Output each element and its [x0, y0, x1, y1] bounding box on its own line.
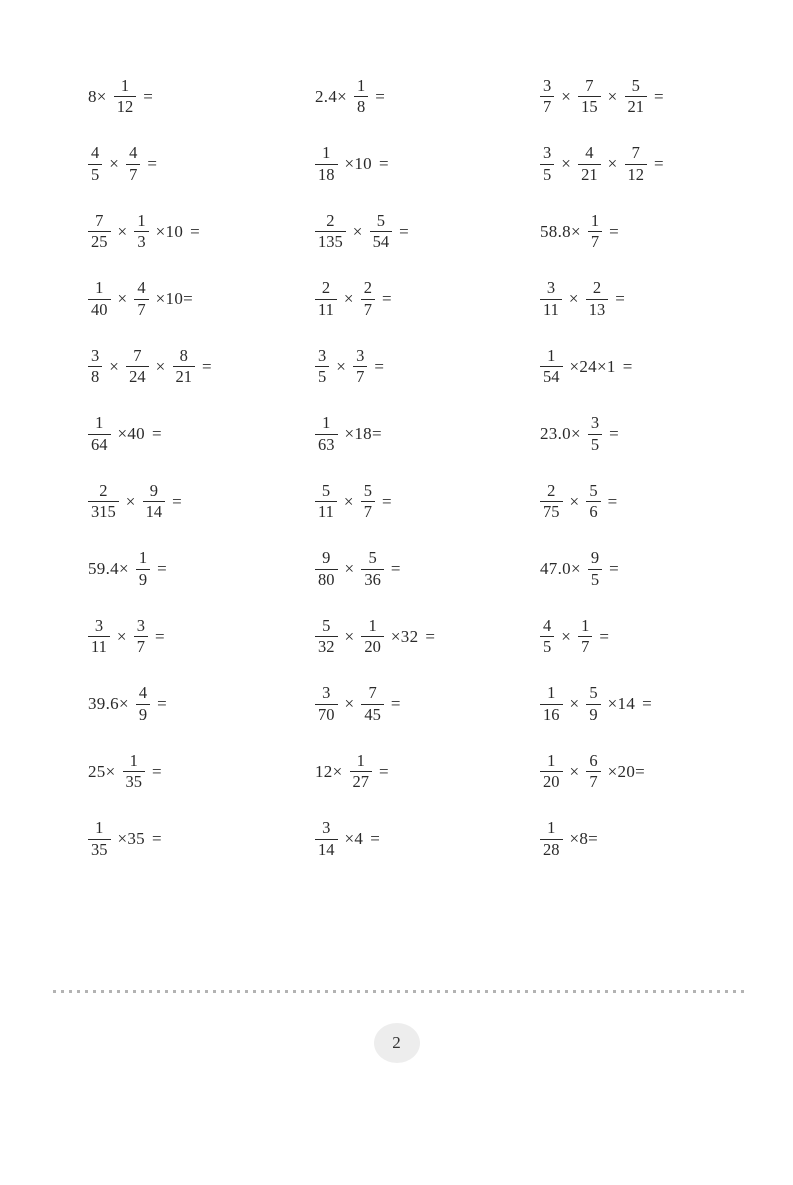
math-operator-text: = [609, 559, 619, 579]
math-operator-text: × [344, 626, 355, 646]
fraction-numerator: 1 [137, 210, 146, 230]
math-problem [88, 144, 157, 184]
fraction [173, 347, 196, 387]
fraction-numerator: 2 [547, 480, 556, 500]
math-operator-text: = [172, 491, 183, 511]
math-problem [315, 212, 409, 252]
math-problem [540, 279, 625, 319]
fraction-numerator: 5 [363, 480, 373, 500]
math-operator-text: = [190, 221, 201, 241]
math-operator-text: 23.0× [540, 424, 581, 444]
fraction-numerator: 1 [547, 818, 556, 838]
fraction-numerator: 5 [322, 615, 331, 635]
fraction [315, 549, 338, 589]
math-operator-text: × [109, 356, 120, 376]
fraction [114, 77, 137, 117]
fraction-denominator: 45 [364, 704, 381, 724]
fraction [586, 752, 600, 792]
math-problem [315, 279, 392, 319]
math-operator-text: = [654, 86, 664, 106]
fraction-denominator: 8 [91, 367, 100, 387]
math-operator-text: ×24×1 [569, 356, 616, 376]
fraction [361, 617, 384, 657]
math-problem [88, 77, 153, 117]
math-operator-text: ×10 [155, 221, 184, 241]
math-problem [88, 819, 162, 859]
fraction [315, 144, 338, 184]
fraction [540, 482, 563, 522]
fraction [134, 617, 148, 657]
math-problem [88, 617, 165, 657]
math-operator-text: = [425, 626, 436, 646]
math-operator-text: = [390, 694, 401, 714]
fraction [540, 684, 563, 724]
math-operator-text: ×35 [117, 829, 145, 849]
fraction [361, 279, 375, 319]
math-operator-text: = [615, 289, 626, 309]
fraction-numerator: 1 [547, 345, 556, 365]
fraction-denominator: 8 [357, 97, 366, 117]
fraction-denominator: 11 [543, 299, 559, 319]
fraction [143, 482, 166, 522]
fraction [588, 414, 602, 454]
fraction-numerator: 8 [179, 345, 188, 365]
math-operator-text: ×10 [344, 154, 372, 174]
fraction [350, 752, 373, 792]
math-operator-text: = [152, 761, 162, 781]
math-operator-text: ×14 [607, 694, 636, 714]
math-operator-text: × [109, 154, 120, 174]
math-problem [88, 684, 167, 724]
fraction [315, 279, 337, 319]
math-operator-text: ×18= [344, 424, 382, 444]
fraction-denominator: 14 [318, 839, 335, 859]
fraction-denominator: 36 [364, 569, 381, 589]
fraction [88, 819, 111, 859]
fraction-numerator: 9 [149, 480, 159, 500]
fraction [625, 144, 648, 184]
fraction-denominator: 7 [137, 299, 146, 319]
fraction-denominator: 54 [543, 367, 560, 387]
fraction-numerator: 2 [99, 480, 108, 500]
fraction-numerator: 1 [547, 750, 556, 770]
fraction-denominator: 12 [627, 164, 645, 184]
fraction-numerator: 1 [95, 278, 104, 298]
math-problem [540, 684, 652, 724]
fraction [136, 684, 150, 724]
math-problem [540, 77, 664, 117]
math-operator-text: = [157, 559, 167, 579]
fraction-numerator: 2 [326, 210, 335, 230]
fraction-numerator: 5 [321, 480, 331, 500]
fraction-denominator: 7 [581, 637, 590, 657]
math-problem [540, 414, 619, 454]
math-operator-text: × [125, 491, 136, 511]
math-problem [315, 414, 382, 454]
math-problem [315, 617, 435, 657]
fraction-denominator: 7 [356, 367, 365, 387]
math-operator-text: = [147, 154, 158, 174]
fraction-denominator: 75 [543, 502, 560, 522]
fraction-numerator: 7 [133, 345, 142, 365]
fraction [88, 347, 102, 387]
math-operator-text: × [344, 694, 355, 714]
fraction [136, 549, 150, 589]
fraction-denominator: 28 [543, 839, 560, 859]
fraction-numerator: 1 [581, 615, 590, 635]
fraction [540, 77, 554, 117]
fraction-numerator: 1 [322, 143, 331, 163]
math-problem [88, 279, 193, 319]
fraction [88, 279, 111, 319]
fraction-denominator: 21 [175, 367, 193, 387]
fraction-numerator: 1 [590, 210, 600, 230]
fraction-denominator: 63 [318, 434, 335, 454]
math-operator-text: = [143, 86, 154, 106]
math-problem [88, 212, 200, 252]
math-operator-text: × [155, 356, 166, 376]
fraction-denominator: 20 [364, 637, 381, 657]
fraction-numerator: 2 [321, 278, 331, 298]
fraction [361, 482, 375, 522]
math-operator-text: × [569, 694, 580, 714]
fraction-denominator: 35 [125, 772, 142, 792]
math-operator-text: × [568, 289, 579, 309]
math-operator-text: × [343, 289, 354, 309]
math-operator-text: × [352, 221, 363, 241]
math-operator-text: ×32 [390, 626, 419, 646]
fraction-numerator: 1 [129, 750, 138, 770]
fraction-numerator: 3 [322, 683, 331, 703]
fraction-numerator: 4 [543, 615, 552, 635]
problems-grid [88, 63, 793, 873]
fraction [588, 212, 602, 252]
fraction [88, 212, 111, 252]
fraction-numerator: 5 [589, 683, 598, 703]
fraction-denominator: 9 [138, 569, 148, 589]
math-operator-text: = [622, 356, 633, 376]
math-problem [540, 347, 633, 387]
fraction [370, 212, 393, 252]
math-operator-text: = [607, 491, 618, 511]
fraction-numerator: 5 [376, 210, 386, 230]
math-problem [315, 684, 401, 724]
page-number: 2 [392, 1033, 401, 1052]
math-operator-text: × [607, 86, 618, 106]
fraction-numerator: 6 [589, 750, 598, 770]
fraction-denominator: 21 [627, 97, 645, 117]
math-problem [315, 752, 389, 792]
fraction-numerator: 4 [138, 683, 148, 703]
fraction [126, 347, 149, 387]
fraction [315, 212, 346, 252]
math-operator-text: × [343, 491, 354, 511]
fraction-numerator: 5 [368, 548, 377, 568]
fraction-denominator: 32 [318, 637, 335, 657]
fraction-denominator: 18 [318, 164, 335, 184]
fraction-numerator: 3 [543, 143, 552, 163]
math-operator-text: 47.0× [540, 559, 581, 579]
fraction [126, 144, 140, 184]
fraction-denominator: 27 [352, 772, 369, 792]
fraction [315, 819, 338, 859]
math-problem [88, 482, 182, 522]
math-problem [540, 212, 619, 252]
fraction [578, 144, 601, 184]
math-operator-text: = [152, 424, 162, 444]
math-problem [88, 549, 167, 589]
fraction [361, 684, 384, 724]
math-operator-text: = [374, 356, 385, 376]
fraction-numerator: 3 [546, 278, 556, 298]
math-operator-text: × [561, 86, 572, 106]
fraction-numerator: 7 [368, 683, 377, 703]
math-operator-text: = [370, 829, 381, 849]
fraction-denominator: 135 [318, 232, 343, 252]
fraction [315, 414, 338, 454]
math-operator-text: = [654, 154, 664, 174]
fraction [578, 617, 592, 657]
fraction [134, 212, 148, 252]
fraction-numerator: 5 [589, 480, 598, 500]
worksheet-page [0, 63, 793, 1185]
fraction-numerator: 9 [590, 548, 600, 568]
math-operator-text: = [399, 221, 410, 241]
fraction-denominator: 7 [136, 637, 146, 657]
fraction-numerator: 3 [356, 345, 365, 365]
fraction-numerator: 3 [543, 75, 552, 95]
math-operator-text: = [379, 154, 389, 174]
fraction-numerator: 7 [95, 210, 104, 230]
math-problem [315, 482, 392, 522]
math-problem [315, 549, 401, 589]
fraction-denominator: 24 [129, 367, 146, 387]
fraction [354, 77, 368, 117]
fraction-numerator: 3 [590, 413, 600, 433]
fraction-numerator: 1 [547, 683, 556, 703]
fraction-numerator: 1 [368, 615, 377, 635]
math-operator-text: × [569, 761, 580, 781]
fraction [540, 752, 563, 792]
fraction [361, 549, 384, 589]
math-operator-text: = [382, 289, 392, 309]
math-operator-text: 12× [315, 761, 343, 781]
fraction-numerator: 4 [585, 143, 594, 163]
fraction [123, 752, 146, 792]
fraction [315, 684, 338, 724]
fraction-numerator: 3 [94, 615, 104, 635]
dotted-divider [53, 990, 749, 993]
fraction-numerator: 3 [322, 818, 331, 838]
fraction-numerator: 3 [318, 345, 327, 365]
math-operator-text: 8× [88, 86, 107, 106]
fraction-denominator: 12 [116, 97, 134, 117]
fraction-denominator: 9 [589, 704, 598, 724]
math-problem [540, 482, 618, 522]
math-operator-text: = [375, 86, 386, 106]
math-problem [315, 77, 385, 117]
math-problem [540, 144, 664, 184]
fraction [88, 617, 110, 657]
fraction-denominator: 21 [581, 164, 598, 184]
math-operator-text: = [642, 694, 653, 714]
fraction-numerator: 1 [95, 818, 104, 838]
fraction-denominator: 5 [543, 164, 552, 184]
fraction [540, 617, 554, 657]
math-problem [315, 819, 380, 859]
fraction-denominator: 6 [589, 502, 598, 522]
fraction-denominator: 35 [91, 839, 108, 859]
page-number-badge [374, 1023, 420, 1063]
math-operator-text: × [116, 626, 127, 646]
fraction [315, 482, 337, 522]
fraction-numerator: 9 [322, 548, 331, 568]
fraction [88, 144, 102, 184]
fraction-numerator: 1 [357, 75, 366, 95]
fraction-denominator: 3 [137, 232, 146, 252]
math-problem [315, 144, 389, 184]
fraction-numerator: 4 [129, 143, 138, 163]
fraction-denominator: 7 [590, 232, 600, 252]
fraction [586, 279, 609, 319]
math-operator-text: × [607, 154, 618, 174]
fraction-denominator: 11 [91, 637, 107, 657]
fraction [315, 347, 329, 387]
math-problem [88, 752, 162, 792]
fraction [315, 617, 338, 657]
math-problem [540, 549, 619, 589]
math-operator-text: ×8= [569, 829, 599, 849]
fraction-denominator: 7 [129, 164, 138, 184]
fraction-denominator: 5 [590, 434, 600, 454]
math-operator-text: = [609, 424, 619, 444]
fraction-numerator: 2 [363, 278, 373, 298]
math-operator-text: × [336, 356, 347, 376]
math-operator-text: 39.6× [88, 694, 129, 714]
math-problem [315, 347, 384, 387]
math-problem [88, 414, 162, 454]
math-operator-text: = [152, 829, 162, 849]
fraction [540, 144, 554, 184]
fraction [88, 414, 111, 454]
fraction [586, 684, 600, 724]
fraction-denominator: 13 [588, 299, 606, 319]
fraction-denominator: 5 [543, 637, 552, 657]
fraction-denominator: 7 [363, 299, 373, 319]
math-problem [540, 617, 609, 657]
fraction [134, 279, 148, 319]
fraction-numerator: 4 [91, 143, 100, 163]
fraction-denominator: 70 [318, 704, 335, 724]
math-operator-text: = [599, 626, 610, 646]
fraction-denominator: 5 [590, 569, 600, 589]
math-operator-text: 59.4× [88, 559, 129, 579]
fraction-numerator: 2 [592, 278, 602, 298]
fraction-numerator: 1 [95, 413, 104, 433]
math-operator-text: = [609, 221, 619, 241]
math-problem [540, 819, 598, 859]
math-operator-text: × [561, 626, 572, 646]
math-operator-text: ×20= [607, 761, 646, 781]
fraction-denominator: 315 [91, 502, 116, 522]
fraction-denominator: 7 [589, 772, 598, 792]
math-operator-text: × [117, 221, 128, 241]
math-operator-text: × [344, 559, 355, 579]
fraction [586, 482, 600, 522]
fraction-numerator: 5 [631, 75, 640, 95]
math-operator-text: 58.8× [540, 221, 581, 241]
fraction-denominator: 80 [318, 569, 335, 589]
math-operator-text: = [390, 559, 401, 579]
math-operator-text: 25× [88, 761, 116, 781]
fraction-denominator: 11 [318, 502, 334, 522]
fraction-numerator: 1 [356, 750, 365, 770]
fraction [625, 77, 648, 117]
fraction-numerator: 3 [91, 345, 100, 365]
fraction-denominator: 15 [581, 97, 598, 117]
fraction-denominator: 64 [91, 434, 108, 454]
math-operator-text: × [117, 289, 128, 309]
fraction [540, 347, 563, 387]
fraction-denominator: 20 [543, 772, 560, 792]
fraction [578, 77, 601, 117]
fraction [540, 819, 563, 859]
fraction-denominator: 9 [138, 704, 148, 724]
fraction [88, 482, 119, 522]
fraction-denominator: 5 [91, 164, 100, 184]
math-operator-text: ×10= [155, 289, 194, 309]
math-operator-text: = [379, 761, 389, 781]
math-problem [540, 752, 645, 792]
fraction-numerator: 7 [585, 75, 594, 95]
fraction-numerator: 1 [322, 413, 331, 433]
math-operator-text: 2.4× [315, 86, 348, 106]
fraction [353, 347, 367, 387]
fraction-denominator: 40 [91, 299, 108, 319]
fraction-numerator: 4 [137, 278, 146, 298]
fraction-numerator: 1 [120, 75, 130, 95]
fraction [588, 549, 602, 589]
fraction-numerator: 1 [138, 548, 148, 568]
math-operator-text: = [157, 694, 167, 714]
fraction-denominator: 16 [543, 704, 560, 724]
math-operator-text: ×40 [117, 424, 145, 444]
fraction-denominator: 7 [363, 502, 373, 522]
math-problem [88, 347, 212, 387]
math-operator-text: = [155, 626, 165, 646]
fraction-denominator: 7 [543, 97, 552, 117]
fraction-numerator: 3 [136, 615, 146, 635]
fraction-denominator: 25 [91, 232, 108, 252]
math-operator-text: ×4 [344, 829, 364, 849]
fraction-numerator: 7 [631, 143, 640, 163]
math-operator-text: × [569, 491, 580, 511]
math-operator-text: × [561, 154, 572, 174]
fraction-denominator: 11 [318, 299, 334, 319]
fraction-denominator: 54 [372, 232, 390, 252]
fraction-denominator: 14 [145, 502, 163, 522]
fraction [540, 279, 562, 319]
math-operator-text: = [382, 491, 392, 511]
fraction-denominator: 5 [318, 367, 327, 387]
math-operator-text: = [202, 356, 212, 376]
